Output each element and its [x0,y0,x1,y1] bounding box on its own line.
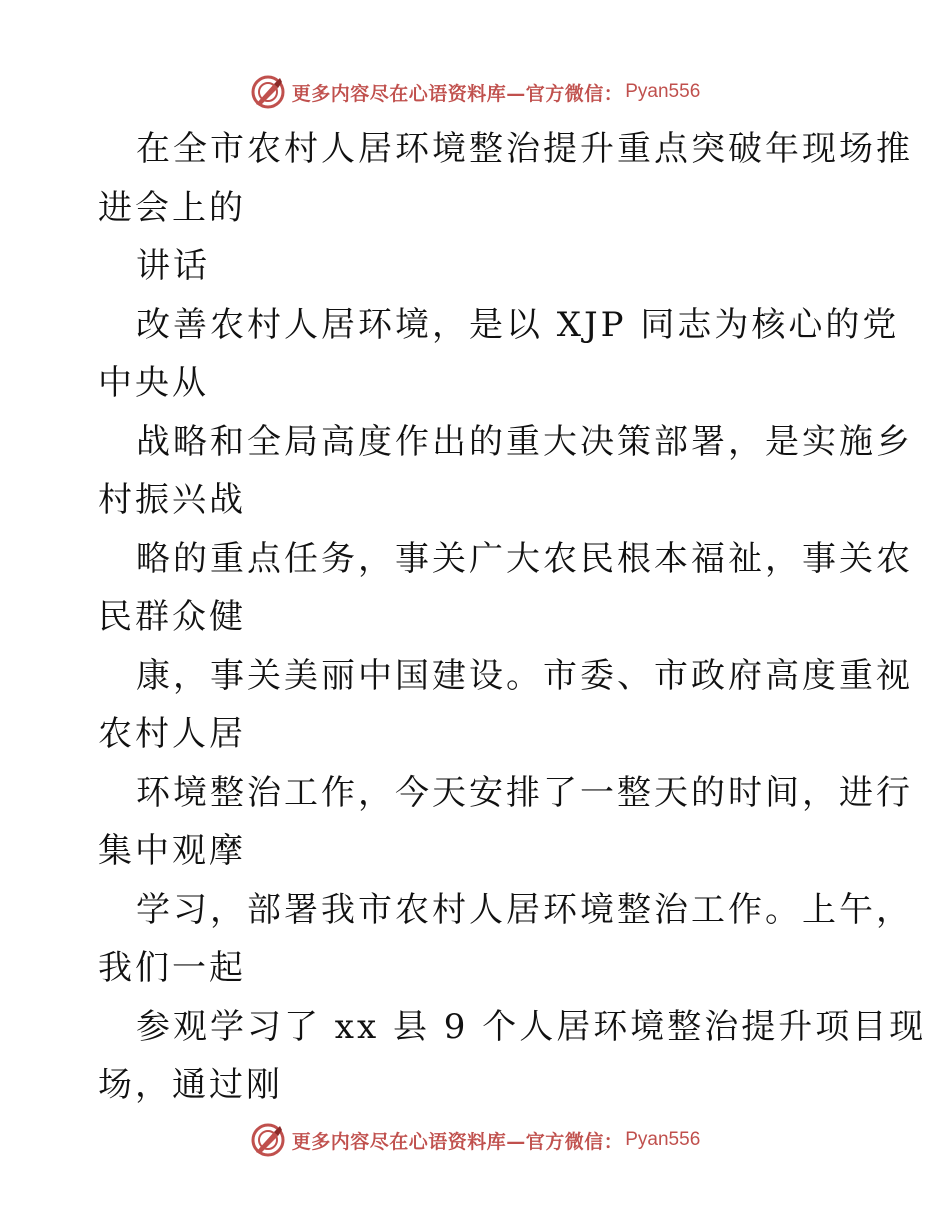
text-line: 农村人居 [98,714,246,754]
text-line: 改善农村人居环境，是以 XJP 同志为核心的党 [136,304,900,345]
text-line: 村振兴战 [98,480,246,520]
text-line: 康，事关美丽中国建设。市委、市政府高度重视 [136,655,913,696]
text-line: 参观学习了 xx 县 9 个人居环境整治提升项目现 [136,1006,927,1047]
text-line: 讲话 [136,246,210,286]
text-line: 民群众健 [98,597,246,637]
text-line: 战略和全局高度作出的重大决策部署，是实施乡 [136,421,913,462]
footer-banner [0,1120,950,1160]
text-line: 中央从 [98,363,209,403]
text-line: 略的重点任务，事关广大农民根本福祉，事关农 [136,538,913,579]
header-banner [0,72,950,112]
text-line: 在全市农村人居环境整治提升重点突破年现场推 [136,129,913,169]
document-body [98,120,927,1115]
pen-logo-icon [250,1122,286,1158]
footer-banner-id: Pyan556 [625,1129,701,1150]
header-banner-text: 更多内容尽在心语资料库—官方微信： [291,82,624,105]
text-line: 我们一起 [98,948,246,988]
header-banner-id: Pyan556 [625,81,701,102]
text-line: 进会上的 [98,187,246,228]
text-line: 集中观摩 [98,831,246,871]
pen-logo-icon [250,74,286,110]
footer-banner-text: 更多内容尽在心语资料库—官方微信： [291,1130,624,1153]
text-line: 环境整治工作，今天安排了一整天的时间，进行 [136,772,913,813]
text-line: 场，通过刚 [98,1065,283,1105]
text-line: 学习，部署我市农村人居环境整治工作。上午， [136,889,913,930]
